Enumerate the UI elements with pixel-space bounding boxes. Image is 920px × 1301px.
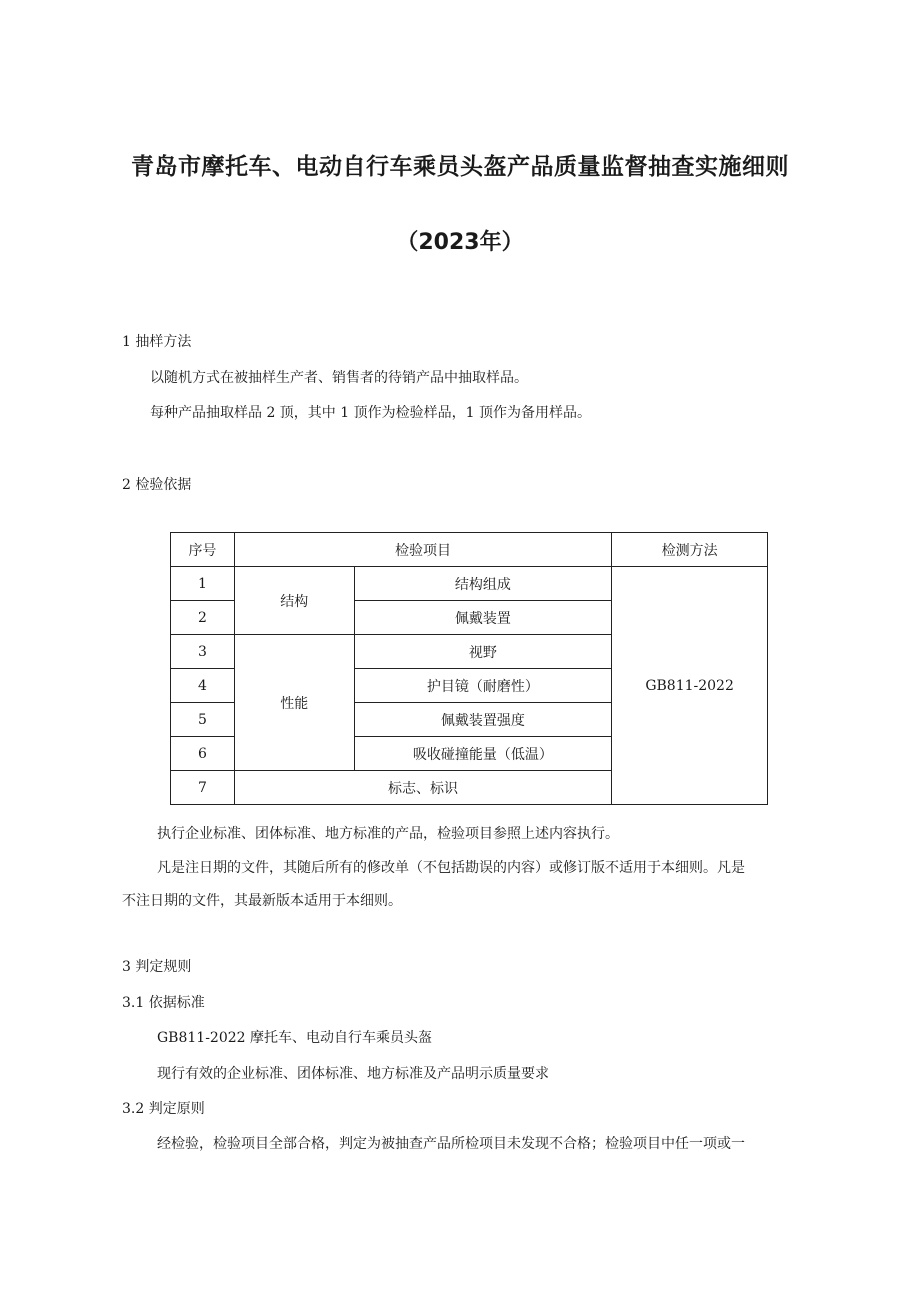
inspection-table xyxy=(170,532,768,805)
row-item: 佩戴装置强度 xyxy=(354,703,612,737)
header-seq: 序号 xyxy=(171,533,235,567)
document-year: （2023年） xyxy=(396,230,524,255)
method-value: GB811-2022 xyxy=(612,567,768,805)
section-1-paragraph-1: 以随机方式在被抽样生产者、销售者的待销产品中抽取样品。 xyxy=(150,370,528,386)
row-seq: 4 xyxy=(171,669,235,703)
row-item: 吸收碰撞能量（低温） xyxy=(354,737,612,771)
group-performance: 性能 xyxy=(234,635,354,771)
section-2-paragraph-1: 执行企业标准、团体标准、地方标准的产品，检验项目参照上述内容执行。 xyxy=(157,826,619,842)
section-2-heading: 2 检验依据 xyxy=(122,477,192,493)
section-1-heading: 1 抽样方法 xyxy=(122,334,192,350)
section-3-1-requirements: 现行有效的企业标准、团体标准、地方标准及产品明示质量要求 xyxy=(157,1066,549,1082)
section-2-paragraph-2-continued: 不注日期的文件，其最新版本适用于本细则。 xyxy=(122,893,402,909)
row-seq: 6 xyxy=(171,737,235,771)
section-3-1-standard: GB811-2022 摩托车、电动自行车乘员头盔 xyxy=(157,1030,433,1046)
row-item: 视野 xyxy=(354,635,612,669)
row-seq: 1 xyxy=(171,567,235,601)
section-2-paragraph-2: 凡是注日期的文件，其随后所有的修改单（不包括勘误的内容）或修订版不适用于本细则。凡是 xyxy=(157,860,745,876)
table-header-row xyxy=(171,533,768,567)
row-item: 结构组成 xyxy=(354,567,612,601)
row-item: 标志、标识 xyxy=(234,771,611,805)
section-3-heading: 3 判定规则 xyxy=(122,959,192,975)
section-1-paragraph-2: 每种产品抽取样品 2 顶，其中 1 顶作为检验样品，1 顶作为备用样品。 xyxy=(150,405,591,421)
document-title: 青岛市摩托车、电动自行车乘员头盔产品质量监督抽查实施细则 xyxy=(131,154,789,180)
section-3-1-heading: 3.1 依据标准 xyxy=(122,995,205,1011)
row-seq: 5 xyxy=(171,703,235,737)
row-item: 护目镜（耐磨性） xyxy=(354,669,612,703)
row-item: 佩戴装置 xyxy=(354,601,612,635)
header-method: 检测方法 xyxy=(612,533,768,567)
table-row xyxy=(171,567,768,601)
header-item: 检验项目 xyxy=(234,533,611,567)
section-3-2-heading: 3.2 判定原则 xyxy=(122,1101,205,1117)
section-3-2-paragraph: 经检验，检验项目全部合格，判定为被抽查产品所检项目未发现不合格；检验项目中任一项或一 xyxy=(157,1136,745,1152)
row-seq: 2 xyxy=(171,601,235,635)
row-seq: 3 xyxy=(171,635,235,669)
row-seq: 7 xyxy=(171,771,235,805)
group-structure: 结构 xyxy=(234,567,354,635)
